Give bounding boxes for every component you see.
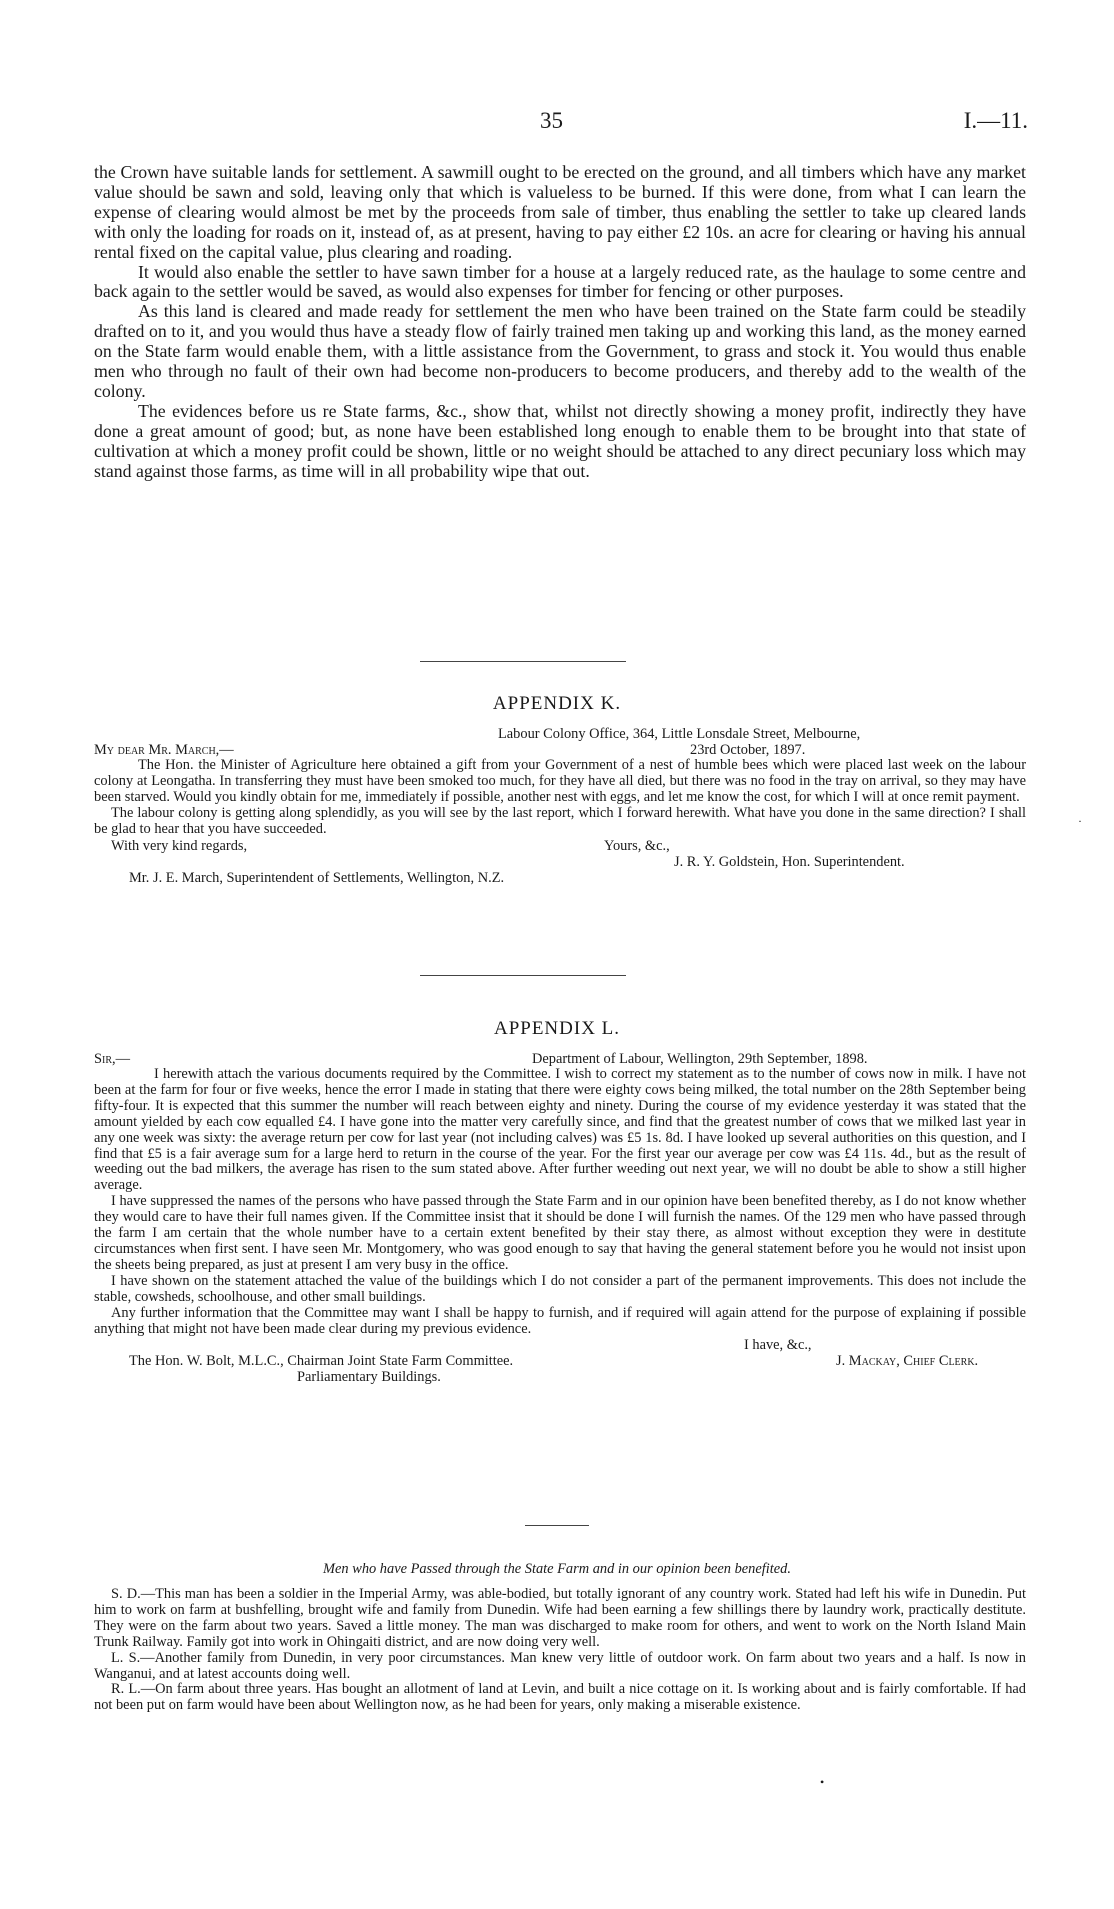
appendix-k-closing: With very kind regards, bbox=[111, 837, 248, 854]
list-item: R. L.—On farm about three years. Has bought an allotment of land at Levin, and built a nice cottage on it. Is working about and is fairly comfortable. If had not been put on farm would have been about Wellington now, as he had been for years, only making a miserable existence. bbox=[94, 1681, 1026, 1714]
appendix-l-letter bbox=[94, 1051, 1026, 1385]
appendix-l-i-have: I have, &c., bbox=[744, 1337, 812, 1354]
appendix-k-signature-row bbox=[94, 854, 1026, 870]
intro-paragraph-1: the Crown have suitable lands for settlement. A sawmill ought to be erected on the ground, and all timbers which have any market value should be sawn and sold, leaving only that which is valueless to be burned. If this were done, from what I can learn the expense of clearing would almost be met by the proceeds from sale of timber, thus enabling the settler to take up cleared lands with only the loading for roads on it, instead of, as at present, having to pay either £2 10s. an acre for clearing or having his annual rental fixed on the capital value, plus clearing and roading. bbox=[94, 162, 1026, 262]
ink-speck: • bbox=[820, 1775, 825, 1789]
appendix-k-date: 23rd October, 1897. bbox=[690, 742, 806, 758]
appendix-l-salutation: Sir,— bbox=[94, 1051, 130, 1067]
intro-paragraph-2: It would also enable the settler to have sawn timber for a house at a largely reduced rate, as the haulage to some centre and back again to the settler would be saved, as would also expenses for timber for fencing or other purposes. bbox=[94, 261, 1026, 302]
appendix-l-signature-row bbox=[94, 1353, 1026, 1369]
appendix-k-signature: J. R. Y. Goldstein, Hon. Superintendent. bbox=[674, 853, 905, 870]
section-divider-short bbox=[525, 1525, 589, 1526]
appendix-k-letter bbox=[94, 726, 1026, 886]
appendix-l-addressee2-row bbox=[94, 1369, 1026, 1385]
men-list-caption: Men who have Passed through the State Farm and in our opinion been benefited. bbox=[323, 1561, 791, 1577]
ink-speck: · bbox=[1078, 814, 1082, 828]
page-number: 35 bbox=[540, 108, 563, 133]
section-divider bbox=[420, 661, 626, 662]
appendix-k-paragraph-2: The labour colony is getting along splendidly, as you will see by the last report, which I forward herewith. What have you done in the same direction? I shall be glad to hear that you have succeeded. bbox=[94, 804, 1026, 837]
appendix-k-addressee: Mr. J. E. March, Superintendent of Settlements, Wellington, N.Z. bbox=[129, 869, 505, 886]
appendix-k-yours: Yours, &c., bbox=[604, 837, 670, 854]
appendix-k-title: APPENDIX K. bbox=[492, 693, 622, 714]
appendix-l-i-have-row bbox=[94, 1337, 1026, 1353]
appendix-l-addressee-2: Parliamentary Buildings. bbox=[297, 1369, 441, 1386]
list-item: S. D.—This man has been a soldier in the Imperial Army, was able-bodied, but totally ignorant of any country work. Stated had left his wife in Dunedin. Put him to work on farm at bushfelling, brought wife and family from Dunedin. Wife had been earning a few shillings there by laundry work, practically destitute. They were on the farm about two years. Saved a little money. The man was discharged to make room for others, and went to work on the North Island Main Trunk Railway. Family got into work in Ohingaiti district, and are now doing very well. bbox=[94, 1586, 1026, 1650]
appendix-l-title: APPENDIX L. bbox=[493, 1018, 621, 1039]
appendix-l-header-row bbox=[94, 1051, 1026, 1067]
appendix-l-addressee: The Hon. W. Bolt, M.L.C., Chairman Joint State Farm Committee. bbox=[129, 1353, 514, 1370]
list-item: L. S.—Another family from Dunedin, in very poor circumstances. Man knew very little of outdoor work. On farm about two years and a half. Is now in Wanganui, and at latest accounts doing well. bbox=[94, 1649, 1026, 1682]
appendix-l-signature: J. Mackay, Chief Clerk. bbox=[836, 1353, 979, 1370]
appendix-k-paragraph-1: The Hon. the Minister of Agriculture here obtained a gift from your Government of a nest of humble bees which were placed last week on the labour colony at Leongatha. In transferring they must have been smoked too much, for they have all died, but there was no food in the tray on arrival, so they may have been starved. Would you kindly obtain for me, immediately if possible, another nest with eggs, and let me know the cost, for which I will at once remit payment. bbox=[94, 757, 1026, 805]
appendix-l-paragraph-1: I herewith attach the various documents required by the Committee. I wish to correct my statement as to the number of cows now in milk. I have not been at the farm for four or five weeks, hence the error I made in stating that there were eighty cows being milked, the total number on the 28th September being fifty-four. It is expected that this summer the number will reach between eighty and ninety. During the course of my evidence yesterday it was stated that the amount yielded by each cow equalled £4. I have gone into the matter very carefully since, and find that the greatest number of cows that we milked last year in any one week was sixty: the average return per cow for last year (not including calves) was £5 1s. 8d. I have looked up several authorities on this question, and I find that £5 is a fair average sum for a large herd to return in the course of the year. For the first year our average per cow was £4 11s. 4d., but as the result of weeding out the bad milkers, the average has risen to the sum stated above. After further weeding out next year, we will no doubt be able to show a still higher average. bbox=[94, 1066, 1026, 1194]
appendix-k-closing-row bbox=[94, 838, 1026, 854]
intro-paragraph-3: As this land is cleared and made ready for settlement the men who have been trained on the State farm could be steadily drafted on to it, and you would thus have a steady flow of fairly trained men taking up and working this land, as the money earned on the State farm would enable them, with a little assistance from the Government, to grass and stock it. You would thus enable men who through no fault of their own had become non-producers to become producers, and thereby add to the wealth of the colony. bbox=[94, 301, 1026, 401]
intro-paragraph-4: The evidences before us re State farms, &c., show that, whilst not directly showing a money profit, indirectly they have done a great amount of good; but, as none have been established long enough to enable them to be brought into that state of cultivation at which a money profit could be shown, little or no weight should be attached to any direct pecuniary loss which may stand against those farms, as time will in all probability wipe that out. bbox=[94, 400, 1026, 481]
appendix-l-paragraph-3: I have shown on the statement attached the value of the buildings which I do not consider a part of the permanent improvements. This does not include the stable, cowsheds, schoolhouse, and other small buildings. bbox=[94, 1272, 1026, 1305]
appendix-k-address-row bbox=[94, 726, 1026, 742]
intro-section bbox=[94, 163, 1026, 482]
appendix-k-addressee-row bbox=[94, 870, 1026, 886]
appendix-l-paragraph-2: I have suppressed the names of the persons who have passed through the State Farm and in our opinion have been benefited thereby, as I do not know whether they would care to have their full names given. If the Committee insist that it should be done I will furnish the names. Of the 129 men who have passed through the farm I am certain that the whole number have to a certain extent benefited by their stay there, as almost without exception they were in destitute circumstances when first sent. I have seen Mr. Montgomery, who was good enough to say that having the general statement before you he would not insist upon the sheets being prepared, as just at present I am very busy in the office. bbox=[94, 1193, 1026, 1273]
appendix-k-salutation-row bbox=[94, 742, 1026, 758]
appendix-l-paragraph-4: Any further information that the Committee may want I shall be happy to furnish, and if required will again attend for the purpose of explaining if possible anything that might not have been made clear during my previous evidence. bbox=[94, 1304, 1026, 1337]
appendix-l-address: Department of Labour, Wellington, 29th September, 1898. bbox=[532, 1051, 868, 1067]
appendix-k-address: Labour Colony Office, 364, Little Lonsdale Street, Melbourne, bbox=[498, 726, 861, 742]
appendix-k-salutation: My dear Mr. March,— bbox=[94, 742, 234, 758]
document-reference: I.—11. bbox=[963, 108, 1028, 133]
men-list bbox=[94, 1587, 1026, 1714]
section-divider bbox=[420, 975, 626, 976]
